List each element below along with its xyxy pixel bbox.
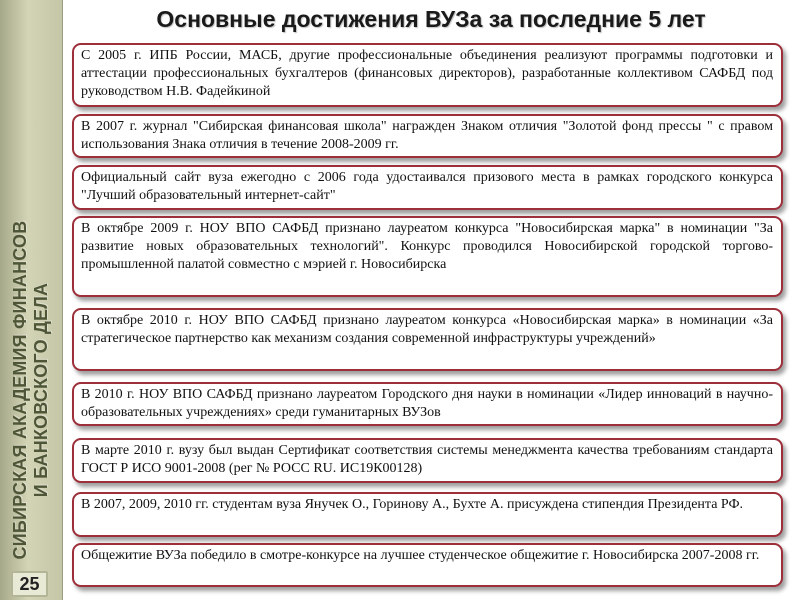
- page-number-badge: 25: [11, 571, 48, 597]
- achievement-box-4: В октябре 2009 г. НОУ ВПО САФБД признано лауреатом конкурса "Новосибирская марка" в номинации "За развитие новых образовательных технологий". Конкурс проводился Новосибирской городской торгово-промышленной палатой совместно с мэрией г. Новосибирска: [72, 216, 783, 297]
- slide-title: Основные достижения ВУЗа за последние 5 лет: [156, 6, 706, 32]
- achievement-box-5: В октябре 2010 г. НОУ ВПО САФБД признано лауреатом конкурса «Новосибирская марка» в номинации «За стратегическое партнерство как механизм создания современной инфраструктуры учреждений»: [72, 308, 783, 371]
- achievement-box-1: С 2005 г. ИПБ России, МАСБ, другие профессиональные объединения реализуют программы подготовки и аттестации профессиональных бухгалтеров (финансовых директоров), разработанные коллективом САФБД под руководством Н.В. Фадейкиной: [72, 43, 783, 107]
- sidebar-strip: [0, 0, 63, 600]
- achievement-box-6: В 2010 г. НОУ ВПО САФБД признано лауреатом Городского дня науки в номинации «Лидер инноваций в научно-образовательных учреждениях» среди гуманитарных ВУЗов: [72, 382, 783, 426]
- institution-name-line-1: СИБИРСКАЯ АКАДЕМИЯ ФИНАНСОВ: [10, 220, 30, 560]
- achievement-box-2: В 2007 г. журнал "Сибирская финансовая школа" награжден Знаком отличия "Золотой фонд прессы " с правом использования Знака отличия в течение 2008-2009 гг.: [72, 114, 783, 158]
- achievement-box-3: Официальный сайт вуза ежегодно с 2006 года удостаивался призового места в рамках городского конкурса "Лучший образовательный интернет-сайт": [72, 165, 783, 210]
- institution-name-line-2: И БАНКОВСКОГО ДЕЛА: [31, 282, 51, 498]
- achievement-box-9: Общежитие ВУЗа победило в смотре-конкурсе на лучшее студенческое общежитие г. Новосибирска 2007-2008 гг.: [72, 543, 783, 587]
- achievement-box-8: В 2007, 2009, 2010 гг. студентам вуза Янучек О., Горинову А., Бухте А. присуждена стипендия Президента РФ.: [72, 492, 783, 537]
- achievement-box-7: В марте 2010 г. вузу был выдан Сертификат соответствия системы менеджмента качества требованиям стандарта ГОСТ Р ИСО 9001-2008 (рег № РОСС RU. ИС19К00128): [72, 438, 783, 483]
- institution-name: [10, 221, 52, 560]
